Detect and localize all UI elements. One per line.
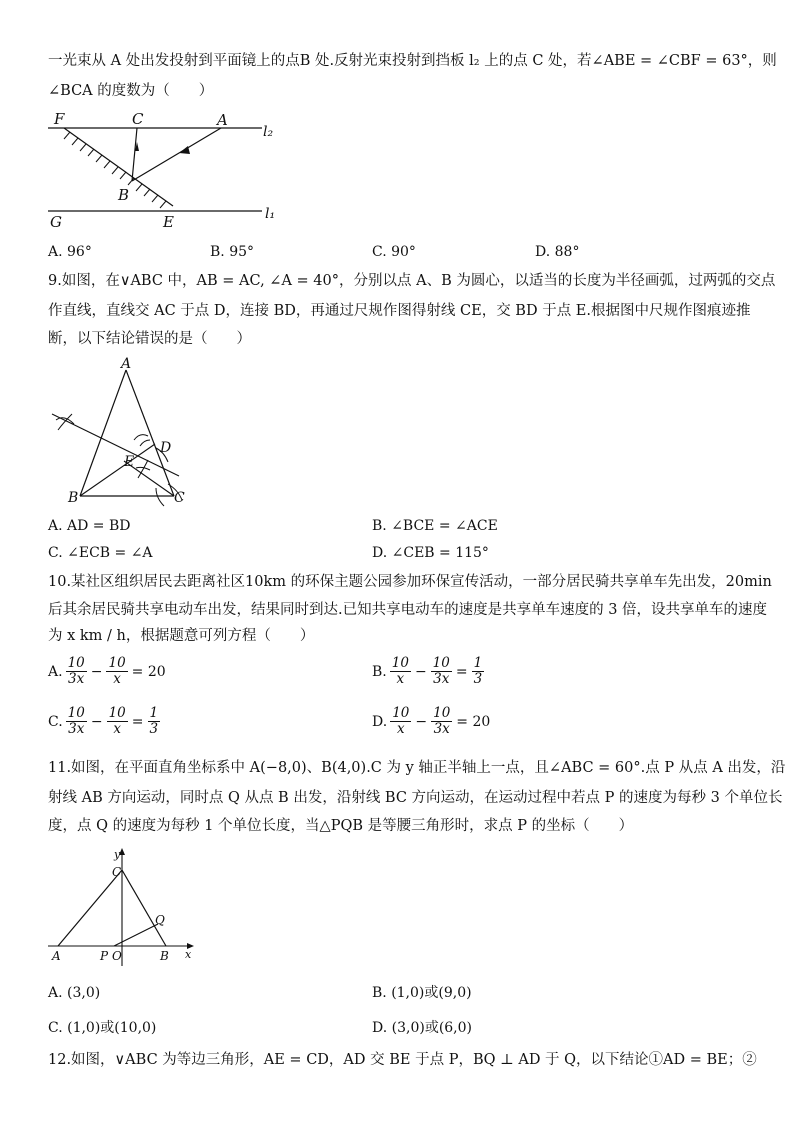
fraction: $\frac{10}{x}$ [392,705,410,737]
q11-option-d[interactable]: D. (3,0)或(6,0) [372,1020,473,1036]
q11-stem-line3: 度，点 Q 的速度为每秒 1 个单位长度，当△PQB 是等腰三角形时，求点 P 的坐标（ ） [48,818,634,834]
q8-label-A: A [217,111,228,129]
q9-label-E: E [124,454,135,470]
q11-figure [44,844,204,973]
fraction: $\frac{10}{x}$ [108,705,126,737]
q11-label-C: C [112,865,122,879]
q10-option-c[interactable]: C. $\frac{10}{3x}$ − $\frac{10}{x}$ = $\frac{1}{3}$ [48,705,159,737]
q8-label-C: C [132,110,144,128]
fraction: $\frac{10}{3x}$ [67,655,85,687]
q11-option-b[interactable]: B. (1,0)或(9,0) [372,985,472,1001]
q8-option-a[interactable]: A. 96° [48,244,92,260]
q10-stem-line3: 为 x km / h，根据题意可列方程（ ） [48,628,315,644]
fraction: $\frac{10}{x}$ [108,655,126,687]
q9-label-A: A [121,356,132,372]
q8-option-d[interactable]: D. 88° [535,244,580,260]
q11-option-c[interactable]: C. (1,0)或(10,0) [48,1020,157,1036]
q11-label-A: A [52,949,61,963]
q11-label-x: x [185,948,192,961]
q9-label-C: C [174,490,185,506]
fraction: $\frac{10}{3x}$ [432,655,450,687]
fraction: $\frac{10}{3x}$ [433,705,451,737]
fraction: $\frac{10}{3x}$ [67,705,85,737]
q9-option-a[interactable]: A. AD = BD [48,518,131,534]
q8-option-c[interactable]: C. 90° [372,244,416,260]
q9-option-c[interactable]: C. ∠ECB = ∠A [48,545,153,561]
q10-stem-line1: 10.某社区组织居民去距离社区10km 的环保主题公园参加环保宣传活动，一部分居民骑共享单车先出发，20min [48,574,772,590]
q8-label-l2: l₂ [263,124,274,140]
q11-stem-line2: 射线 AB 方向运动，同时点 Q 从点 B 出发，沿射线 BC 方向运动，在运动过程中若点 P 的速度为每秒 3 个单位长 [48,790,783,806]
q8-figure [40,108,290,237]
q11-stem-line1: 11.如图，在平面直角坐标系中 A(−8,0)、B(4,0).C 为 y 轴正半轴上一点，且∠ABC = 60°.点 P 从点 A 出发，沿 [48,760,786,776]
q8-label-E: E [163,213,174,231]
q10-stem-line2: 后其余居民骑共享电动车出发，结果同时到达.已知共享电动车的速度是共享单车速度的 3 倍，设共享单车的速度 [48,602,768,618]
fraction: $\frac{10}{x}$ [391,655,409,687]
q8-label-B: B [118,186,130,204]
q9-label-D: D [160,440,172,456]
q9-option-b[interactable]: B. ∠BCE = ∠ACE [372,518,498,534]
q10-option-b[interactable]: B. $\frac{10}{x}$ − $\frac{10}{3x}$ = $\frac{1}{3}$ [372,655,483,687]
q8-option-b[interactable]: B. 95° [210,244,255,260]
q8-label-F: F [54,110,65,128]
fraction: $\frac{1}{3}$ [473,655,483,687]
q9-label-B: B [68,490,79,506]
q11-label-y: y [114,848,121,861]
q11-option-a[interactable]: A. (3,0) [48,985,101,1001]
q9-stem-line1: 9.如图，在∨ABC 中，AB = AC, ∠A = 40°，分别以点 A、B 为圆心，以适当的长度为半径画弧，过两弧的交点 [48,273,776,289]
q11-label-Q: Q [155,913,165,927]
q8-stem-line2: ∠BCA 的度数为（ ） [48,83,214,99]
q8-label-l1: l₁ [265,206,276,222]
q9-option-d[interactable]: D. ∠CEB = 115° [372,545,489,561]
q9-figure [44,356,204,515]
q12-stem-line1: 12.如图，∨ABC 为等边三角形，AE = CD，AD 交 BE 于点 P，BQ ⊥ AD 于 Q，以下结论①AD = BE；② [48,1052,757,1068]
q10-option-d[interactable]: D. $\frac{10}{x}$ − $\frac{10}{3x}$ = 20 [372,705,491,737]
q11-label-P: P [100,949,109,963]
q10-option-a[interactable]: A. $\frac{10}{3x}$ − $\frac{10}{x}$ = 20 [48,655,166,687]
fraction: $\frac{1}{3}$ [149,705,159,737]
q8-stem-line1: 一光束从 A 处出发投射到平面镜上的点B 处.反射光束投射到挡板 l₂ 上的点 C 处，若∠ABE = ∠CBF = 63°，则 [48,53,777,69]
q9-stem-line2: 作直线，直线交 AC 于点 D，连接 BD，再通过尺规作图得射线 CE，交 BD 于点 E.根据图中尺规作图痕迹推 [48,303,751,319]
q11-label-B: B [160,949,169,963]
q9-stem-line3: 断，以下结论错误的是（ ） [48,331,251,347]
q8-label-G: G [50,213,62,231]
q11-label-O: O [112,949,122,963]
